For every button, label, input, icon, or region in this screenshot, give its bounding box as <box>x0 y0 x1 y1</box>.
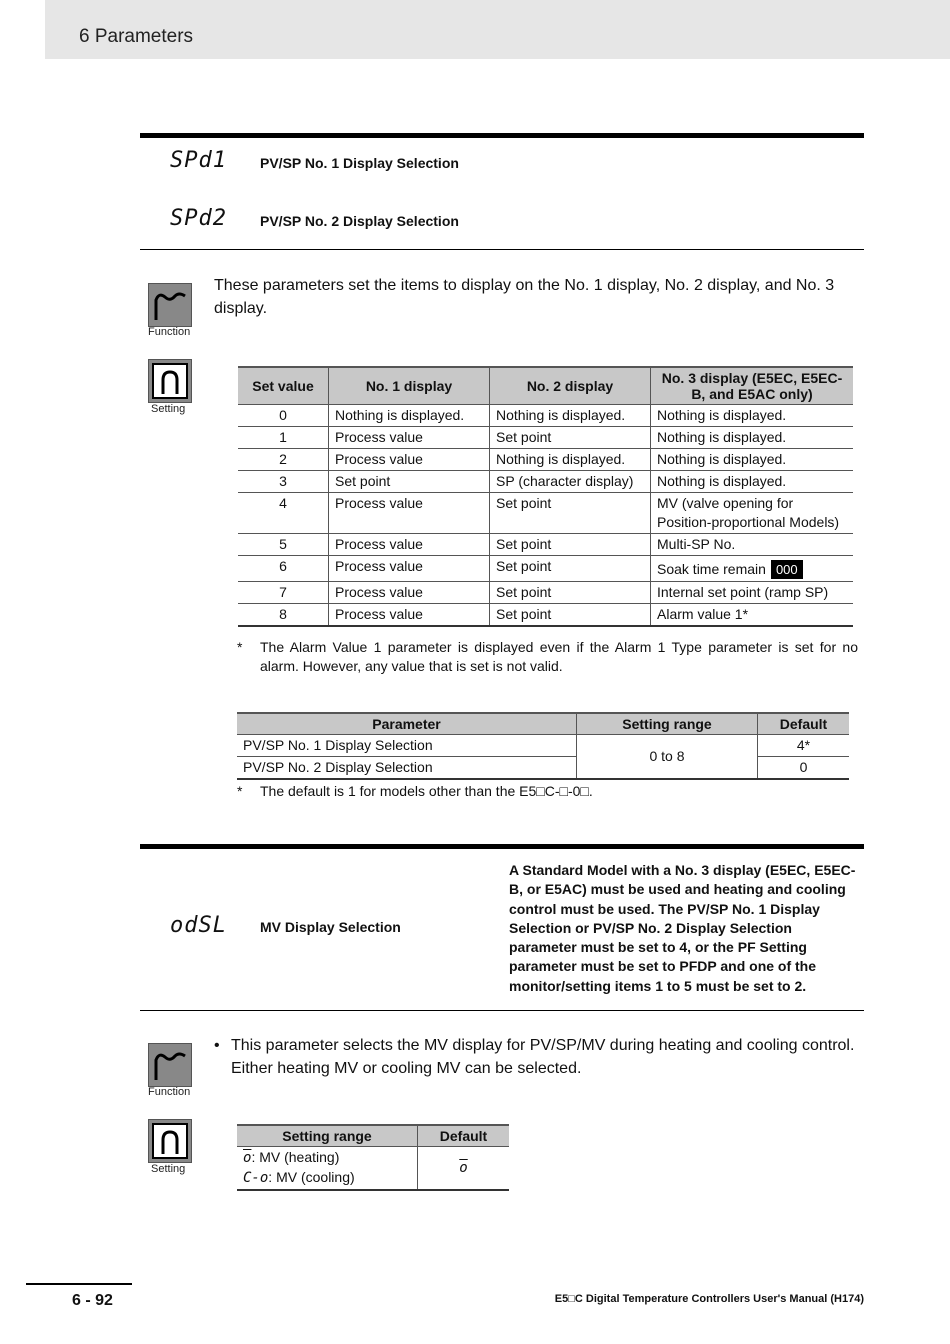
param-title-pvsp1: PV/SP No. 1 Display Selection <box>260 155 459 171</box>
table-row <box>238 493 853 534</box>
col-header: Parameter <box>237 713 577 735</box>
cell: Nothing is displayed. <box>651 405 854 427</box>
cell: 1 <box>238 427 329 449</box>
lcd-cooling-code: C-o <box>243 1170 269 1186</box>
soak-time-tag: 000 <box>771 560 803 579</box>
cell: MV (valve opening for Position-proportional Models) <box>651 493 854 534</box>
cell: 3 <box>238 471 329 493</box>
function-icon <box>148 1043 192 1087</box>
param-title-mv-display: MV Display Selection <box>260 919 401 935</box>
footnote-alarm: The Alarm Value 1 parameter is displayed even if the Alarm 1 Type parameter is set for no alarm. However, any value that is set is not valid. <box>260 639 858 674</box>
col-header: Set value <box>238 367 329 405</box>
cell: Set point <box>490 604 651 627</box>
cell: PV/SP No. 1 Display Selection <box>237 735 577 757</box>
cell: Process value <box>329 449 490 471</box>
footnote-mark: * <box>237 639 243 655</box>
col-header: Default <box>418 1125 510 1147</box>
cell: Nothing is displayed. <box>490 405 651 427</box>
cell: Process value <box>329 582 490 604</box>
section-description: These parameters set the items to display on the No. 1 display, No. 2 display, and No. 3 display. <box>214 277 835 317</box>
cell: SP (character display) <box>490 471 651 493</box>
cell: Process value <box>329 427 490 449</box>
cell: Multi-SP No. <box>651 534 854 556</box>
cell: Internal set point (ramp SP) <box>651 582 854 604</box>
cell: 6 <box>238 556 329 582</box>
lcd-symbol-spd1: SPd1 <box>170 148 227 173</box>
setting-label: Setting <box>151 403 186 415</box>
cell: PV/SP No. 2 Display Selection <box>237 757 577 780</box>
col-header: Default <box>758 713 850 735</box>
table-row <box>237 735 849 757</box>
cell: Set point <box>490 556 651 582</box>
bullet: • <box>214 1037 220 1054</box>
cell: Process value <box>329 556 490 582</box>
table-row <box>238 427 853 449</box>
cell: Process value <box>329 604 490 627</box>
cell: Set point <box>329 471 490 493</box>
function-label: Function <box>148 326 191 338</box>
cell: 5 <box>238 534 329 556</box>
footer-rule <box>26 1283 132 1285</box>
cell: Set point <box>490 534 651 556</box>
table-row <box>238 604 853 627</box>
cell: Set point <box>490 427 651 449</box>
mv-range-table <box>237 1124 509 1191</box>
cell: Nothing is displayed. <box>651 449 854 471</box>
table-row <box>238 405 853 427</box>
condition-text: A Standard Model with a No. 3 display (E5EC, E5EC-B, or E5AC) must be used and heating and cooling control must be used. The PV/SP No. 1 Display Selection or PV/SP No. 2 Display Selection parameter must be set to 4, or the PF Setting parameter must be set to PFDP and one of the monitor/setting items 1 to 5 must be set to 2. <box>509 862 856 994</box>
soak-time-text: Soak time remain <box>657 561 766 577</box>
cell: Set point <box>490 493 651 534</box>
cell <box>418 1147 510 1191</box>
section-rule <box>140 1010 864 1011</box>
section-description: This parameter selects the MV display for PV/SP/MV during heating and cooling control. Either heating MV or cooling MV can be selected. <box>231 1037 855 1077</box>
cell: 0 <box>758 757 850 780</box>
manual-title: E5□C Digital Temperature Controllers User's Manual (H174) <box>554 1293 864 1305</box>
section-rule <box>140 133 864 138</box>
table-row <box>238 534 853 556</box>
function-label: Function <box>148 1086 191 1098</box>
section-rule <box>140 249 864 250</box>
table-row <box>238 471 853 493</box>
cell: 8 <box>238 604 329 627</box>
setting-label: Setting <box>151 1163 186 1175</box>
param-title-pvsp2: PV/SP No. 2 Display Selection <box>260 213 459 229</box>
range-table <box>237 712 849 780</box>
cell: Nothing is displayed. <box>651 471 854 493</box>
lcd-default-code: $\overline{o}$ <box>459 1160 468 1176</box>
cell: 7 <box>238 582 329 604</box>
cell: Nothing is displayed. <box>329 405 490 427</box>
lcd-symbol-spd2: SPd2 <box>170 206 227 231</box>
cell: 0 <box>238 405 329 427</box>
lcd-heating-code: $\overline{o}$ <box>243 1150 252 1166</box>
cell: Set point <box>490 582 651 604</box>
col-header: No. 1 display <box>329 367 490 405</box>
page-header <box>45 0 950 59</box>
cell: Nothing is displayed. <box>490 449 651 471</box>
page-number: 6 - 92 <box>72 1292 113 1309</box>
col-header: No. 2 display <box>490 367 651 405</box>
cell: 4 <box>238 493 329 534</box>
col-header: No. 3 display (E5EC, E5EC-B, and E5AC only) <box>651 367 854 405</box>
cell: Nothing is displayed. <box>651 427 854 449</box>
cell: Process value <box>329 493 490 534</box>
setting-icon <box>148 1119 192 1163</box>
cell <box>651 556 854 582</box>
function-icon <box>148 283 192 327</box>
footnote-default: The default is 1 for models other than the E5□C-□-0□. <box>260 783 593 799</box>
cooling-option: : MV (cooling) <box>268 1169 355 1185</box>
col-header: Setting range <box>577 713 758 735</box>
chapter-title: 6 Parameters <box>79 26 194 47</box>
col-header: Setting range <box>237 1125 418 1147</box>
section-rule <box>140 844 864 849</box>
table-row <box>238 556 853 582</box>
cell: 2 <box>238 449 329 471</box>
cell: 0 to 8 <box>577 735 758 780</box>
cell <box>237 1147 418 1191</box>
table-row <box>238 449 853 471</box>
lcd-symbol-odsl: odSL <box>170 913 227 938</box>
table-row <box>237 1147 509 1191</box>
heating-option: : MV (heating) <box>251 1149 340 1165</box>
display-table <box>238 366 853 627</box>
table-row <box>237 757 849 780</box>
cell: Process value <box>329 534 490 556</box>
cell: Alarm value 1* <box>651 604 854 627</box>
table-row <box>238 582 853 604</box>
cell: 4* <box>758 735 850 757</box>
footnote-mark: * <box>237 783 243 799</box>
setting-icon <box>148 359 192 403</box>
